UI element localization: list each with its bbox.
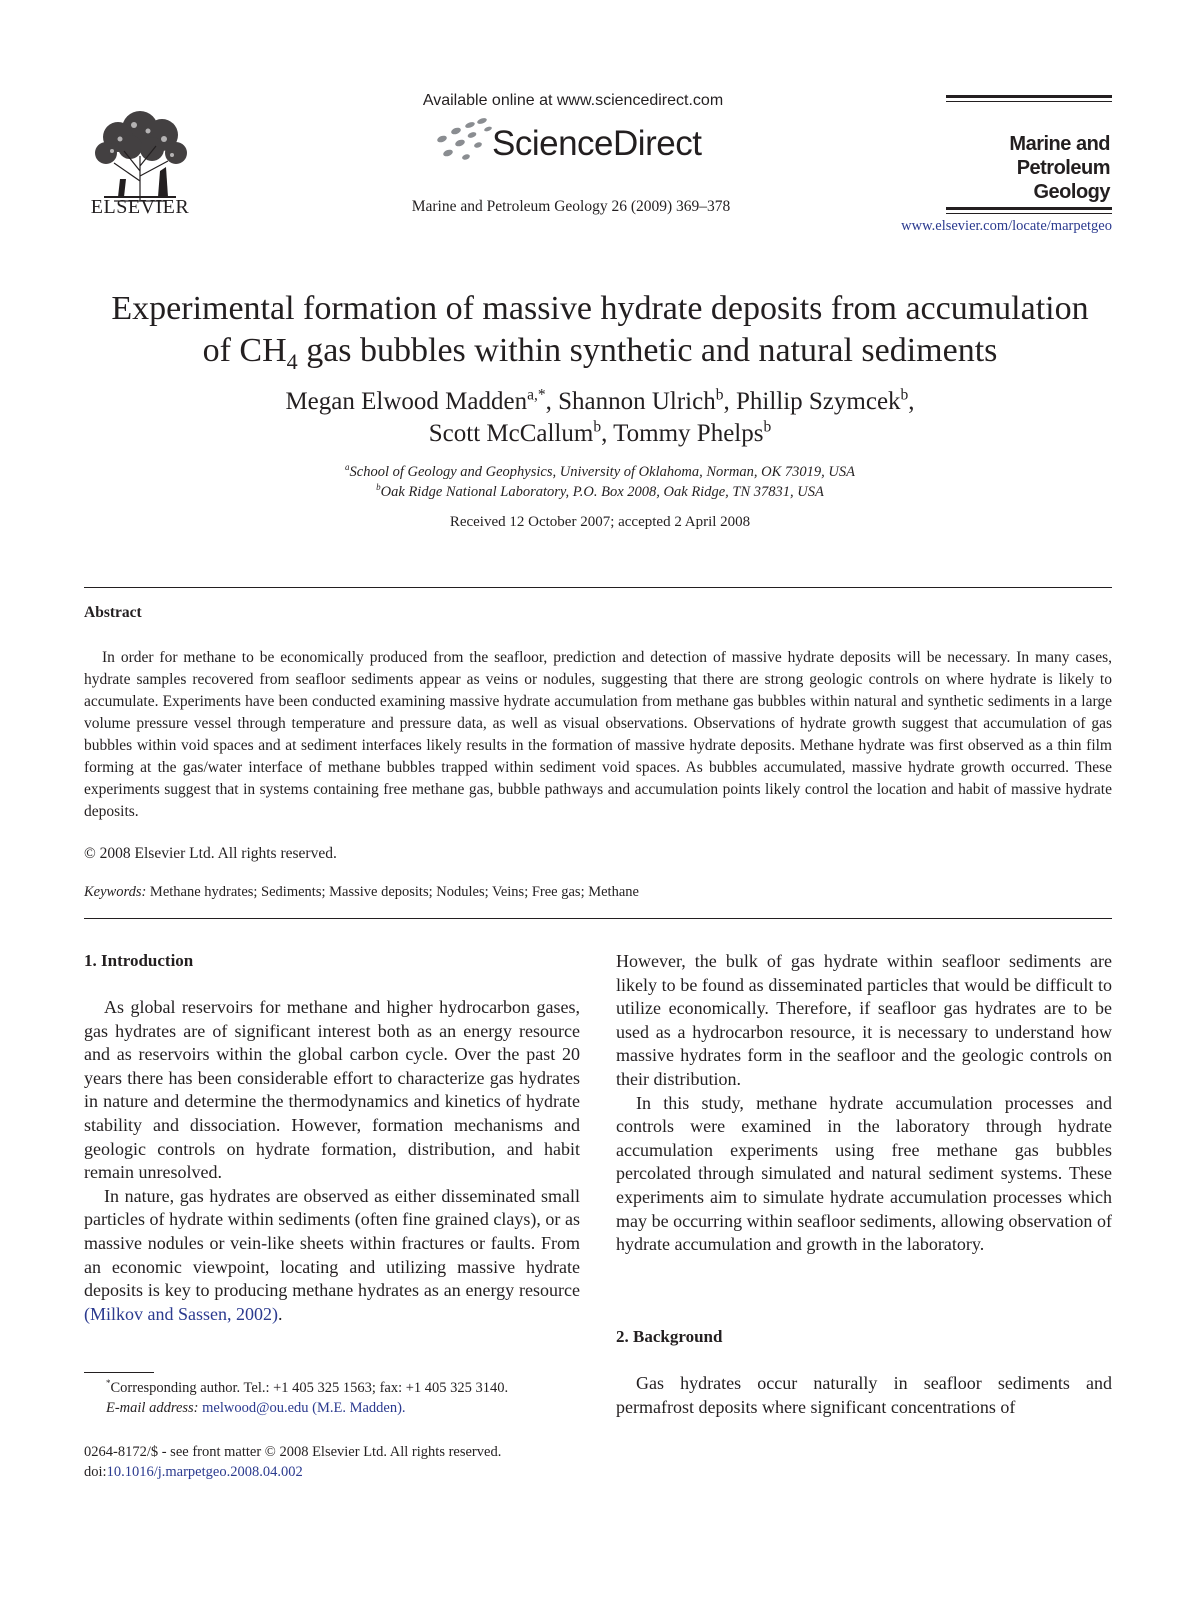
journal-rule-bottom-thin <box>946 213 1112 214</box>
corresponding-author: Corresponding author. Tel.: +1 405 325 1563; fax: +1 405 325 3140. <box>110 1380 509 1396</box>
keywords-label: Keywords: <box>84 884 147 900</box>
keywords-bottom-rule <box>84 918 1112 919</box>
footnote: *Corresponding author. Tel.: +1 405 325 1563; fax: +1 405 325 3140. E-mail address: melwood@ou.edu (M.E. Madden). <box>106 1378 509 1416</box>
journal-rule-top <box>946 95 1112 98</box>
journal-rule-top-thin <box>946 101 1112 102</box>
footnote-rule <box>84 1372 154 1373</box>
sciencedirect-dots-icon <box>432 117 492 165</box>
abstract-heading: Abstract <box>84 604 142 621</box>
section-heading-background: 2. Background <box>616 1327 723 1346</box>
keywords <box>84 884 1112 901</box>
article-title <box>60 288 1140 372</box>
right-paragraph-2: In this study, methane hydrate accumulation processes and controls were examined in the laboratory through hydrate accumulation experiments using free methane gas bubbles percolated through simulated and natural sediment systems. These experiments aim to simulate hydrate accumulation processes which may be occurring within seafloor sediments, allowing observation of hydrate accumulation and growth in the laboratory. <box>616 1092 1112 1255</box>
front-matter-line: 0264-8172/$ - see front matter © 2008 Elsevier Ltd. All rights reserved. <box>84 1444 502 1460</box>
intro-paragraph-2: In nature, gas hydrates are observed as either disseminated small particles of hydrate within sediments (often fine grained clays), or as massive nodules or vein-like sheets within fractures or faults. From an economic viewpoint, locating and utilizing massive hydrate deposits is key to producing methane hydrates as an energy resource (Milkov and Sassen, 2002). <box>84 1185 580 1324</box>
affiliations <box>150 462 1050 502</box>
citation-link[interactable]: (Milkov and Sassen, 2002) <box>84 1303 278 1324</box>
abstract-text: In order for methane to be economically produced from the seafloor, prediction and detection of massive hydrate deposits will be necessary. In many cases, hydrate samples recovered from seafloor sediments appear as veins or nodules, suggesting that there are strong geologic controls on where hydrate is likely to accumulate. Experiments have been conducted examining massive hydrate accumulation from methane gas bubbles within natural and synthetic sediments in a large volume pressure vessel through temperature and pressure data, as well as visual observations. Observations of hydrate growth suggest that accumulation of gas bubbles within void spaces and at sediment interfaces likely results in the formation of massive hydrate deposits. Methane hydrate was first observed as a thin film forming at the gas/water interface of methane bubbles trapped within sediment void spaces. As bubbles accumulated, massive hydrate growth occurred. These experiments suggest that in systems containing free methane gas, bubble pathways and accumulation points likely control the location and habit of massive hydrate deposits. <box>84 649 1112 820</box>
author-list: Megan Elwood Madden$^{a,*}$, Shannon Ulrich$^b$, Phillip Szymcek$^b$, Scott McCallum$^b$, Tommy Phelps$^b$ <box>285 386 915 447</box>
journal-name-line2: Petroleum Geology <box>1016 157 1110 203</box>
available-online-text: Available online at www.sciencedirect.com <box>422 92 724 109</box>
keywords-text: Methane hydrates; Sediments; Massive deposits; Nodules; Veins; Free gas; Methane <box>149 884 639 900</box>
doi-link[interactable]: 10.1016/j.marpetgeo.2008.04.002 <box>106 1464 303 1480</box>
journal-url-link[interactable]: www.elsevier.com/locate/marpetgeo <box>901 218 1112 234</box>
background-paragraph-1: Gas hydrates occur naturally in seafloor sediments and permafrost deposits where significant concentrations of <box>616 1373 1112 1417</box>
journal-name-line1: Marine and <box>1009 133 1110 155</box>
right-paragraph-1: However, the bulk of gas hydrate within seafloor sediments are likely to be found as disseminated particles that would be difficult to utilize economically. Therefore, if seafloor gas hydrates are to be used as a hydrocarbon resource, it is necessary to understand how massive hydrates form in the seafloor and the geologic controls on their distribution. <box>616 951 1112 1089</box>
received-dates: Received 12 October 2007; accepted 2 April 2008 <box>449 514 751 530</box>
author-name[interactable]: Tommy Phelps <box>613 420 764 447</box>
author-name[interactable]: Megan Elwood Madden <box>285 388 528 415</box>
abstract-copyright: © 2008 Elsevier Ltd. All rights reserved. <box>84 845 337 862</box>
author-name[interactable]: Shannon Ulrich <box>558 388 716 415</box>
abstract-body <box>84 647 1112 823</box>
journal-name <box>940 132 1110 204</box>
author-name[interactable]: Phillip Szymcek <box>735 388 901 415</box>
journal-citation: Marine and Petroleum Geology 26 (2009) 369–378 <box>411 198 731 215</box>
journal-rule-bottom <box>946 207 1112 210</box>
introduction-body <box>84 996 580 1326</box>
affiliation-a: $^a$School of Geology and Geophysics, University of Oklahoma, Norman, OK 73019, USA <box>345 462 855 480</box>
affiliation-b: $^b$Oak Ridge National Laboratory, P.O. Box 2008, Oak Ridge, TN 37831, USA <box>376 482 824 500</box>
background-body <box>616 1372 1112 1419</box>
sciencedirect-wordmark: ScienceDirect <box>492 124 702 163</box>
intro-paragraph-1: As global reservoirs for methane and higher hydrocarbon gases, gas hydrates are of significant interest both as an energy resource and as reservoirs within the global carbon cycle. Over the past 20 years there has been considerable effort to characterize gas hydrates in nature and determine the thermodynamics and kinetics of hydrate stability and dissociation. However, formation mechanisms and geologic controls on hydrate formation, distribution, and habit remain unresolved. <box>84 997 580 1183</box>
title-line1: Experimental formation of massive hydrate deposits from accumulation <box>111 290 1089 327</box>
section-heading-introduction: 1. Introduction <box>84 951 194 970</box>
email-link[interactable]: melwood@ou.edu (M.E. Madden). <box>202 1400 406 1416</box>
front-matter: 0264-8172/$ - see front matter © 2008 Elsevier Ltd. All rights reserved. doi:10.1016/j.marpetgeo.2008.04.002 <box>84 1442 580 1482</box>
abstract-top-rule <box>84 587 1112 588</box>
title-line2: of $CH_4$ gas bubbles within synthetic and natural sediments <box>202 332 998 374</box>
right-column-body <box>616 950 1112 1257</box>
author-name[interactable]: Scott McCallum <box>428 420 594 447</box>
publisher-logo-text: ELSEVIER <box>90 196 190 218</box>
